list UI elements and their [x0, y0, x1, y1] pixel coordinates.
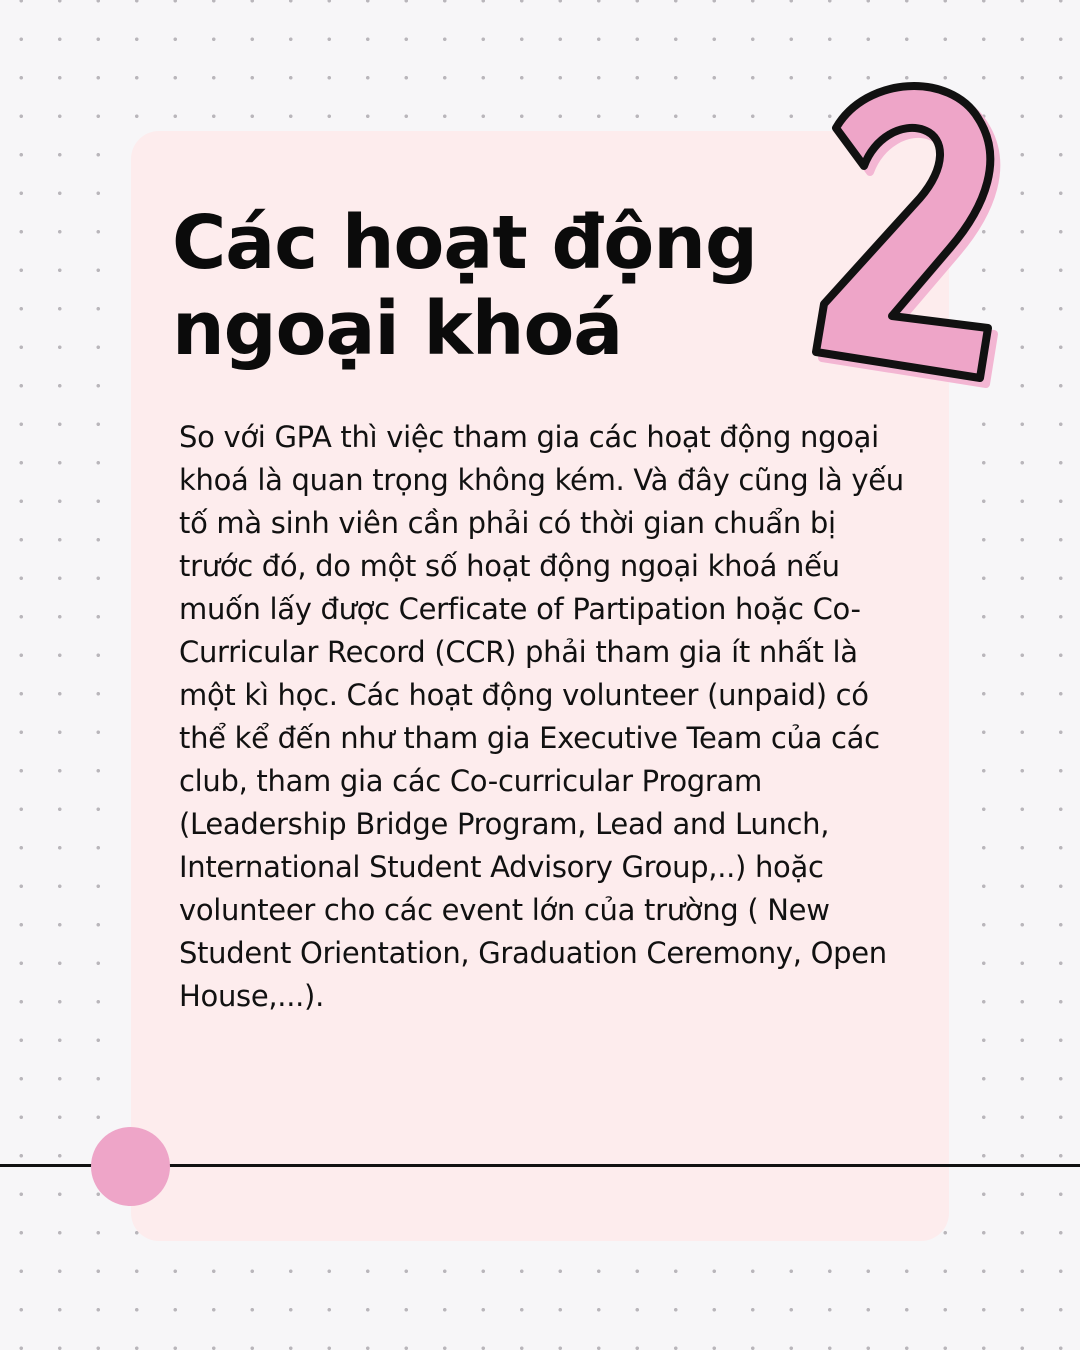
section-title: Các hoạt động ngoại khoá — [172, 200, 757, 372]
section-number-text: 2 — [800, 66, 801, 67]
decorative-circle — [91, 1127, 170, 1206]
section-number — [800, 66, 1010, 396]
section-body: So với GPA thì việc tham gia các hoạt động ngoại khoá là quan trọng không kém. Và đây cũng là yếu tố mà sinh viên cần phải có thời gian chuẩn bị trước đó, do một số hoạt động ngoại khoá nếu muốn lấy được Cerficate of Partipation hoặc Co-Curricular Record (CCR) phải tham gia ít nhất là một kì học. Các hoạt động volunteer (unpaid) có thể kể đến như tham gia Executive Team của các club, tham gia các Co-curricular Program (Leadership Bridge Program, Lead and Lunch, International Student Advisory Group,..) hoặc volunteer cho các event lớn của trường ( New Student Orientation, Graduation Ceremony, Open House,...). — [179, 420, 904, 1013]
